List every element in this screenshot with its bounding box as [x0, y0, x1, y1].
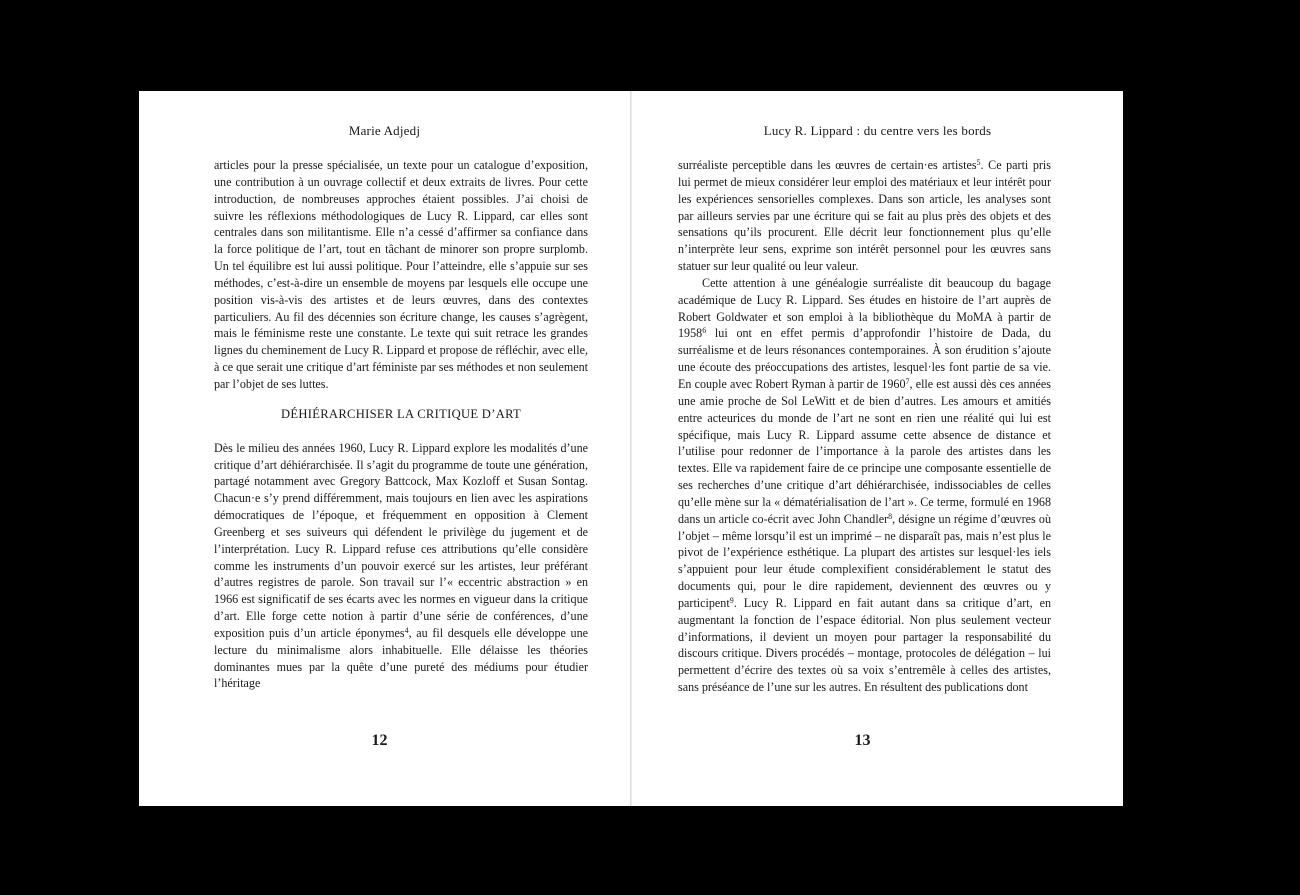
footnote-ref: 6 — [702, 326, 707, 336]
text-run: , désigne un régime d’œuvres où l’objet – même lorsqu’il est un imprimé – ne disparaît pas, mais n’est plus le pivot de l’expérience esthétique. La plupart des artistes sur lesquel·les iels s’appuient pour leur étude complexifient considérablement le statut des documents qui, pour le dire rapidement, deviennent des œuvres ou y participent — [678, 511, 1051, 610]
running-head-title: Lucy R. Lippard : du centre vers les bords — [763, 123, 992, 138]
left-page — [139, 91, 630, 806]
footnote-ref: 8 — [888, 511, 893, 521]
text-run: Dès le milieu des années 1960, Lucy R. Lippard explore les modalités d’une critique d’art déhiérarchisée. Il s’agit du programme de toute une génération, partagé notamment avec Gregory Battcock, Max Kozloff et Susan Sontag. Chacun·e s’y prend différemment, mais toujours en lien avec les aspirations démocratiques de l’époque, et fréquemment en opposition à Clement Greenberg et ses suiveurs qui défendent le privilège du jugement et de l’interprétation. Lucy R. Lippard refuse ces attributions qu’elle considère comme les instruments d’un pouvoir exercé sur les artistes, leur préférant d’autres registres de parole. Son travail sur l’« eccentric abstraction » en 1966 est significatif de ses écarts avec les normes en vigueur dans la critique d’art. Elle forge cette notion à partir d’une série de conférences, d’une exposition puis d’un article éponymes — [214, 440, 588, 640]
running-head-author: Marie Adjedj — [348, 123, 421, 138]
text-run: Cette attention à une généalogie surréaliste dit beaucoup du bagage académique de Lucy R. Lippard. Ses études en histoire de l’art auprès de Robert Goldwater et son emploi à la bibliothèque du MoMA à partir de 1958 — [678, 275, 1051, 341]
text-run: , au fil desquels elle développe une lecture du minimalisme alors inhabituelle. Elle délaisse les théories dominantes mues par la quête d’une pureté des médiums pour étudier l’héritage — [214, 625, 589, 691]
text-run: . Lucy R. Lippard en fait autant dans sa critique d’art, en augmentant la fonction de l’espace éditorial. Non plus seulement vecteur d’informations, il devient un moyen pour partager la responsabilité du discours critique. Divers procédés – montage, protocoles de délégation – lui permettent d’écrire des textes où sa voix s’entremêle à celles des artistes, sans préséance de l’une sur les autres. En résultent des publications dont — [678, 595, 1051, 695]
text-run: lui ont en effet permis d’approfondir l’histoire de Dada, du surréalisme et de leurs résonances contemporaines. À son érudition s’ajoute une écoute des préoccupations des artistes, lesquel·les font partie de sa vie. En couple avec Robert Ryman à partir de 1960 — [678, 326, 1051, 391]
page-number: 13 — [854, 732, 871, 749]
section-heading: DÉHIÉRARCHISER LA CRITIQUE D’ART — [280, 406, 522, 421]
footnote-ref: 5 — [976, 158, 981, 167]
left-paragraph-2 — [214, 440, 588, 693]
page-number: 12 — [371, 732, 388, 749]
left-paragraph-1: articles pour la presse spécialisée, un texte pour un catalogue d’exposition, une contribution à un ouvrage collectif et deux extraits de livres. Pour cette introduction, de nombreuses approches étaient possibles. J’ai choisi de suivre les réflexions méthodologiques de Lucy R. Lippard, car elles sont centrales dans son militantisme. Elle n’a cessé d’affirmer sa confiance dans la force politique de l’art, tout en tâchant de minorer son propre surplomb. Un tel équilibre est lui aussi politique. Pour l’atteindre, elle s’appuie sur ses méthodes, c’est-à-dire un ensemble de moyens par lesquels elle occupe une position vis-à-vis des artistes et de leurs œuvres, dans des contextes particuliers. Au fil des décennies son écriture change, les causes s’agrègent, mais le féminisme reste une constante. Le texte qui suit retrace les grandes lignes du cheminement de Lucy R. Lippard et propose de réfléchir, avec elle, à ce que serait une critique d’art féministe par ses méthodes et non seulement par l’objet de ses luttes. — [214, 158, 588, 391]
right-body-text — [678, 157, 1051, 696]
text-run: . Ce parti pris lui permet de mieux considérer leur emploi des matériaux et leur intérêt pour les expériences sensorielles complexes. Dans son article, les analyses sont par ailleurs servies par une écriture qui se fait au plus près des objets et des sensations qu’ils procurent. Elle décrit leur fonctionnement plus qu’elle n’interprète leur sens, exprime son intérêt personnel pour les œuvres sans statuer sur leur qualité ou leur valeur. — [678, 158, 1051, 274]
right-page — [632, 91, 1123, 806]
text-run: , elle est aussi dès ces années une amie proche de Sol LeWitt et de bien d’autres. Les amours et amitiés entre acteurices du monde de l’art ne sont en rien une réalité qui lui est spécifique, mais Lucy R. Lippard assume cette absence de distance et l’utilise pour redonner de l’importance à la parole des artistes dans les textes. Elle va rapidement faire de ce principe une composante essentielle de ses recherches d’une critique d’art déhiérarchisée, indissociables de celles qu’elle mène sur la « dématérialisation de l’art ». Ce terme, formulé en 1968 dans un article co-écrit avec John Chandler — [678, 376, 1051, 526]
footnote-ref: 4 — [404, 625, 409, 635]
text-run: surréaliste perceptible dans les œuvres de certain·es artistes — [678, 158, 977, 172]
right-paragraph-2 — [678, 275, 1051, 696]
right-paragraph-1 — [678, 157, 1051, 275]
left-body-text — [214, 157, 588, 692]
footnote-ref: 7 — [905, 376, 910, 386]
footnote-ref: 9 — [729, 595, 734, 605]
